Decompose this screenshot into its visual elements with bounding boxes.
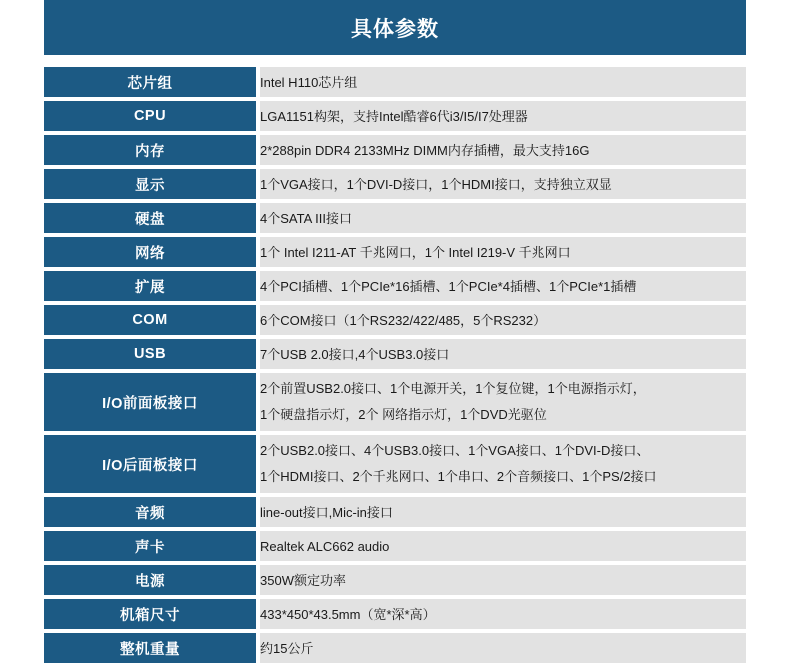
spec-label-cell: 内存 xyxy=(44,135,256,165)
spec-value-line: Intel H110芯片组 xyxy=(260,74,358,90)
spec-label-cell: 整机重量 xyxy=(44,633,256,663)
spec-label-cell: USB xyxy=(44,339,256,369)
spec-value-cell xyxy=(260,339,746,369)
spec-value-line: 约15公斤 xyxy=(260,640,314,656)
spec-label-cell: 机箱尺寸 xyxy=(44,599,256,629)
table-row xyxy=(44,203,746,233)
table-row xyxy=(44,497,746,527)
table-row xyxy=(44,531,746,561)
spec-value-cell xyxy=(260,565,746,595)
table-row xyxy=(44,599,746,629)
spec-value-line: line-out接口,Mic-in接口 xyxy=(260,504,393,520)
table-row xyxy=(44,135,746,165)
spec-value-line: 1个 Intel I211-AT 千兆网口，1个 Intel I219-V 千兆网口 xyxy=(260,244,571,260)
spec-value-cell xyxy=(260,101,746,131)
spec-value-cell xyxy=(260,633,746,663)
spec-label-cell: 显示 xyxy=(44,169,256,199)
table-row xyxy=(44,67,746,97)
spec-value-cell xyxy=(260,373,746,431)
spec-value-line: 4个PCI插槽、1个PCIe*16插槽、1个PCIe*4插槽、1个PCIe*1插槽 xyxy=(260,278,637,294)
spec-value-line: 2个前置USB2.0接口、1个电源开关，1个复位键，1个电源指示灯， xyxy=(260,381,646,396)
spec-value-cell xyxy=(260,271,746,301)
spec-value-cell xyxy=(260,305,746,335)
spec-value-cell xyxy=(260,497,746,527)
spec-label-cell: 扩展 xyxy=(44,271,256,301)
table-row xyxy=(44,565,746,595)
spec-value-cell xyxy=(260,203,746,233)
specifications-table xyxy=(44,63,746,667)
spec-value-cell xyxy=(260,135,746,165)
table-row xyxy=(44,339,746,369)
table-row xyxy=(44,435,746,493)
spec-label-cell: COM xyxy=(44,305,256,335)
table-row xyxy=(44,373,746,431)
table-row xyxy=(44,271,746,301)
spec-label-cell: I/O前面板接口 xyxy=(44,373,256,431)
spec-value-line: Realtek ALC662 audio xyxy=(260,538,390,554)
page-title-bar xyxy=(44,0,746,55)
spec-label-cell: 电源 xyxy=(44,565,256,595)
table-row xyxy=(44,305,746,335)
spec-value-line: 2*288pin DDR4 2133MHz DIMM内存插槽，最大支持16G xyxy=(260,142,590,158)
page-title: 具体参数 xyxy=(351,17,439,41)
spec-value-line: 7个USB 2.0接口,4个USB3.0接口 xyxy=(260,346,450,362)
spec-value-line: LGA1151构架，支持Intel酷睿6代i3/I5/I7处理器 xyxy=(260,108,528,124)
table-row xyxy=(44,633,746,663)
spec-value-cell xyxy=(260,599,746,629)
table-row xyxy=(44,237,746,267)
spec-label-cell: 音频 xyxy=(44,497,256,527)
spec-value-cell xyxy=(260,67,746,97)
spec-value-line: 1个硬盘指示灯，2个 网络指示灯，1个DVD光驱位 xyxy=(260,407,547,422)
spec-value-line: 1个VGA接口，1个DVI-D接口，1个HDMI接口，支持独立双显 xyxy=(260,176,612,192)
spec-value-cell xyxy=(260,531,746,561)
table-row xyxy=(44,101,746,131)
spec-value-line: 433*450*43.5mm（宽*深*高） xyxy=(260,606,436,622)
spec-label-cell: 芯片组 xyxy=(44,67,256,97)
spec-value-cell xyxy=(260,237,746,267)
spec-value-line: 1个HDMI接口、2个千兆网口、1个串口、2个音频接口、1个PS/2接口 xyxy=(260,469,657,484)
spec-value-cell xyxy=(260,169,746,199)
spec-label-cell: 硬盘 xyxy=(44,203,256,233)
table-row xyxy=(44,169,746,199)
spec-value-line: 4个SATA III接口 xyxy=(260,210,352,226)
spec-value-line: 2个USB2.0接口、4个USB3.0接口、1个VGA接口、1个DVI-D接口、 xyxy=(260,443,650,458)
spec-label-cell: I/O后面板接口 xyxy=(44,435,256,493)
spec-value-line: 350W额定功率 xyxy=(260,572,346,588)
spec-label-cell: 声卡 xyxy=(44,531,256,561)
spec-value-cell xyxy=(260,435,746,493)
spec-label-cell: 网络 xyxy=(44,237,256,267)
spec-label-cell: CPU xyxy=(44,101,256,131)
spec-value-line: 6个COM接口（1个RS232/422/485，5个RS232） xyxy=(260,312,547,328)
specifications-table-body xyxy=(44,67,746,663)
